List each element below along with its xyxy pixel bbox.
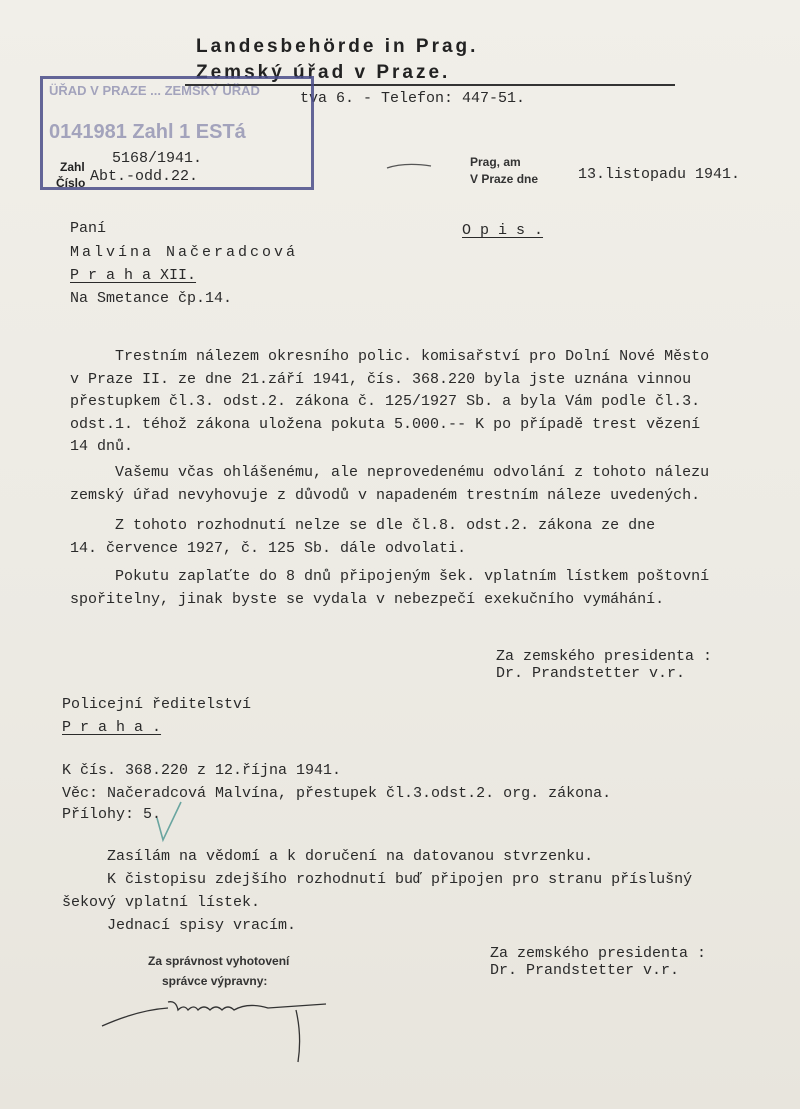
- stamp-cislo-label: Číslo: [56, 176, 86, 190]
- handwritten-signature: [98, 990, 338, 1070]
- attachments-line: Přílohy: 5.: [62, 806, 162, 823]
- subject-line: Věc: Načeradcová Malvína, přestupek čl.3.odst.2. org. zákona.: [62, 785, 612, 802]
- signature-name-2: Dr. Prandstetter v.r.: [490, 962, 680, 979]
- reference-number: K čís. 368.220 z 12.října 1941.: [62, 762, 342, 779]
- copy-label: O p i s .: [462, 222, 544, 239]
- recipient-street: Na Smetance čp.14.: [70, 290, 233, 307]
- dateline-label-cz: V Praze dne: [470, 172, 539, 186]
- check-mark-icon: [155, 800, 185, 848]
- recipient-salutation: Paní: [70, 220, 107, 237]
- body-paragraph-1: Trestním nálezem okresního polic. komisařství pro Dolní Nové Město v Praze II. ze dne 21.září 1941, čís. 368.220 byla jste uznána vinnou přestupkem čl.3. odst.2. zákona č. 125/1927 Sb. a byla Vám podle čl.3. odst.1. téhož zákona uložena pokuta 5.000.-- K po případě trest vězení 14 dnů.: [70, 348, 710, 455]
- body-paragraph-2: Vašemu včas ohlášenému, ale neprovedenému odvolání z tohoto nálezu zemský úřad nevyhovuje z důvodů v napadeném trestním náleze uvedených.: [70, 464, 710, 504]
- signature-line-1: Za zemského presidenta :: [496, 648, 713, 665]
- cover-note: Zasílám na vědomí a k doručení na datovanou stvrzenku. K čistopisu zdejšího rozhodnutí buď připojen pro stranu příslušný šekový vplatní lístek. Jednací spisy vracím.: [62, 848, 693, 934]
- stamp-zahl-label: Zahl: [60, 160, 85, 174]
- police-city: P r a h a .: [62, 719, 162, 736]
- letterhead-czech: Zemský úřad v Praze.: [196, 62, 451, 83]
- recipient-name: Malvína Načeradcová: [70, 244, 299, 261]
- signature-name-1: Dr. Prandstetter v.r.: [496, 665, 686, 682]
- body-paragraph-4: Pokutu zaplaťte do 8 dnů připojeným šek. vplatním lístkem poštovní spořitelny, jinak byste se vydala v nebezpečí exekučního vymáhání.: [70, 568, 710, 608]
- letterhead-address: tva 6. - Telefon: 447-51.: [300, 90, 526, 107]
- tick-mark: [385, 160, 435, 174]
- signature-line-2: Za zemského presidenta :: [490, 945, 707, 962]
- verification-stamp-line-2: správce výpravny:: [162, 974, 268, 988]
- letterhead-german: Landesbehörde in Prag.: [196, 36, 479, 57]
- dateline-label-de: Prag, am: [470, 155, 521, 169]
- verification-stamp-line-1: Za správnost vyhotovení: [148, 954, 290, 968]
- stamp-text-top: ÜŘAD V PRAZE ... ZEMSKÝ ÚŘAD: [49, 83, 260, 98]
- recipient-city: P r a h a XII.: [70, 267, 197, 284]
- police-directorate: Policejní ředitelství: [62, 696, 252, 713]
- stamp-text-mid: 0141981 Zahl 1 ESTá: [49, 121, 246, 143]
- body-paragraph-3: Z tohoto rozhodnutí nelze se dle čl.8. odst.2. zákona ze dne 14. července 1927, č. 125 Sb. dále odvolati.: [70, 517, 656, 557]
- stamp-dept: Abt.-odd.22.: [90, 168, 199, 185]
- dateline-date: 13.listopadu 1941.: [578, 166, 741, 183]
- stamp-number: 5168/1941.: [112, 150, 203, 167]
